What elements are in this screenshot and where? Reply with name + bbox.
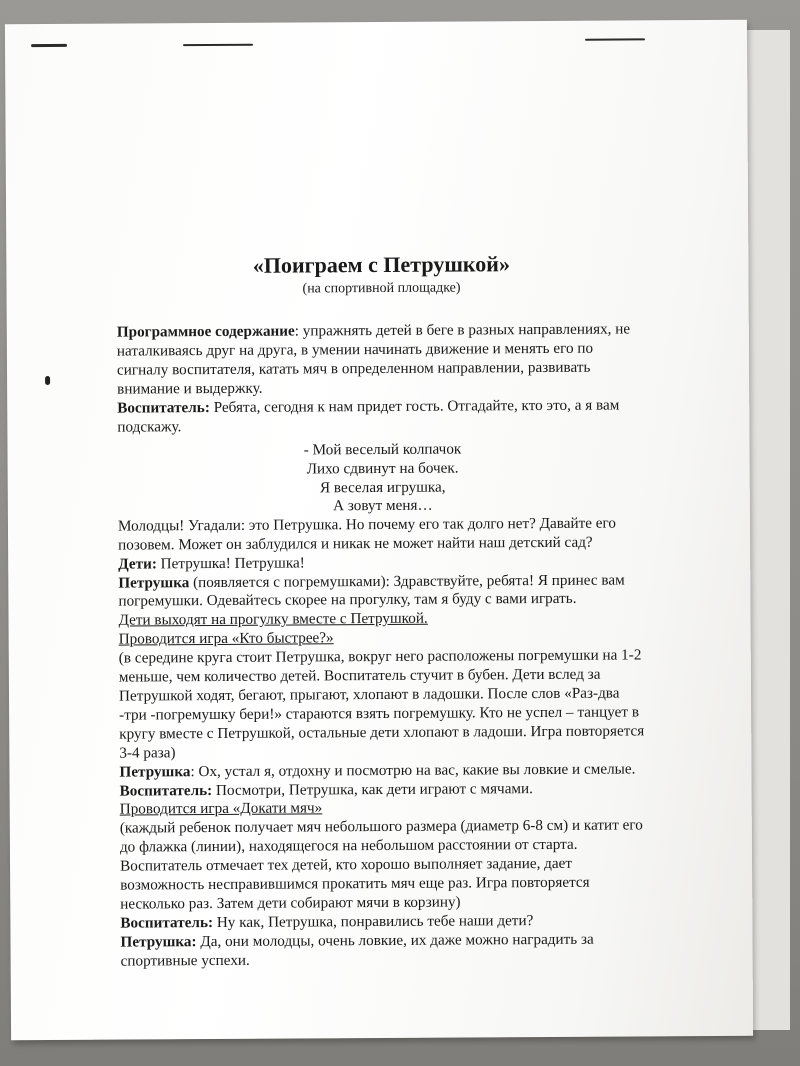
teacher-1-label: Воспитатель: (117, 398, 210, 417)
game-2-description: (каждый ребенок получает мяч небольшого размера (диаметр 6-8 см) и катит его до флажка (линии), находящегося на небольшом расстоянии от старта. Воспитатель отмечает тех детей, кто хорошо выполняет задание, дает возможность несправившимся прокатить мяч еще раз. Игра повторяется несколько раз. Затем дети собирают мячи в корзину) (119, 816, 643, 913)
program-text: : упражнять детей в беге в разных направлениях, не наталкиваясь друг на друга, в умении начинать движение и менять его по сигналу воспитателя, катать мяч в определенном направлении, развивать внимание и выдержку. (116, 320, 631, 398)
petrushka-2-label: Петрушка (119, 762, 191, 781)
heading-walk: Дети выходят на прогулку вместе с Петрушкой. (118, 610, 428, 629)
game-1-heading: Проводится игра «Кто быстрее?» (118, 629, 334, 648)
paragraph-petrushka-2 (119, 760, 649, 782)
petrushka-3-label: Петрушка: (120, 932, 197, 951)
paragraph-petrushka-1 (118, 571, 648, 612)
scan-mark-top-middle (183, 44, 253, 46)
petrushka-3-text: Да, они молодцы, очень ловкие, их даже можно наградить за спортивные успехи. (120, 930, 594, 970)
petrushka-1-text: (появляется с погремушками): Здравствуйте, ребята! Я принес вам погремушки. Одевайтесь скорее на прогулку, там я буду с вами играть. (118, 571, 625, 611)
poem-line: Я веселая игрушка, (319, 478, 446, 496)
teacher-2-label: Воспитатель: (119, 781, 213, 800)
teacher-2-text: Посмотри, Петрушка, как дети играют с мячами. (212, 779, 533, 799)
petrushka-2-text: : Ох, устал я, отдохну и посмотрю на вас, какие вы ловкие и смелые. (190, 760, 636, 780)
teacher-1-text: Ребята, сегодня к нам придет гость. Отгадайте, кто это, а я вам подскажу. (117, 396, 620, 436)
paragraph-program (117, 320, 647, 399)
poem-line: - Мой веселый колпачок (303, 440, 462, 459)
children-1-text: Петрушка! Петрушка! (156, 554, 305, 572)
hole-dot (45, 376, 50, 385)
scan-mark-top-right (585, 38, 645, 40)
paragraph-narration-1: Молодцы! Угадали: это Петрушка. Но почему его так долго нет? Давайте его позовем. Может он заблудился и никак не может найти наш детский сад? (117, 514, 617, 554)
paragraph-teacher-1 (117, 396, 647, 437)
teacher-3-text: Ну как, Петрушка, понравились тебе наши дети? (212, 911, 534, 931)
poem-line: А зовут меня… (332, 496, 433, 515)
teacher-3-label: Воспитатель: (120, 913, 214, 932)
page-subtitle: (на спортивной площадке) (302, 280, 461, 297)
program-label: Программное содержание (116, 322, 295, 341)
page-title: «Поиграем с Петрушкой» (252, 251, 510, 278)
paragraph-petrushka-3 (120, 930, 650, 971)
document-body (116, 250, 650, 971)
petrushka-1-label: Петрушка (118, 573, 190, 592)
children-1-label: Дети: (118, 554, 157, 573)
document-page (5, 20, 753, 1041)
poem-line: Лихо сдвинут на бочек. (306, 459, 459, 478)
scan-mark-top-left (31, 44, 67, 47)
poem (117, 440, 647, 518)
game-1-description: (в середине круга стоит Петрушка, вокруг него расположены погремушки на 1-2 меньше, чем количество детей. Воспитатель стучит в бубен. Дети вслед за Петрушкой ходят, бегают, прыгают, хлопают в ладошки. После слов «Раз-два -три -погремушку бери!» стараются взять погремушку. Кто не успел – танцует в кругу вместе с Петрушкой, остальные дети хлопают в ладоши. Игра повторяется 3-4 раза) (118, 646, 645, 762)
game-2-heading: Проводится игра «Докати мяч» (119, 799, 323, 818)
